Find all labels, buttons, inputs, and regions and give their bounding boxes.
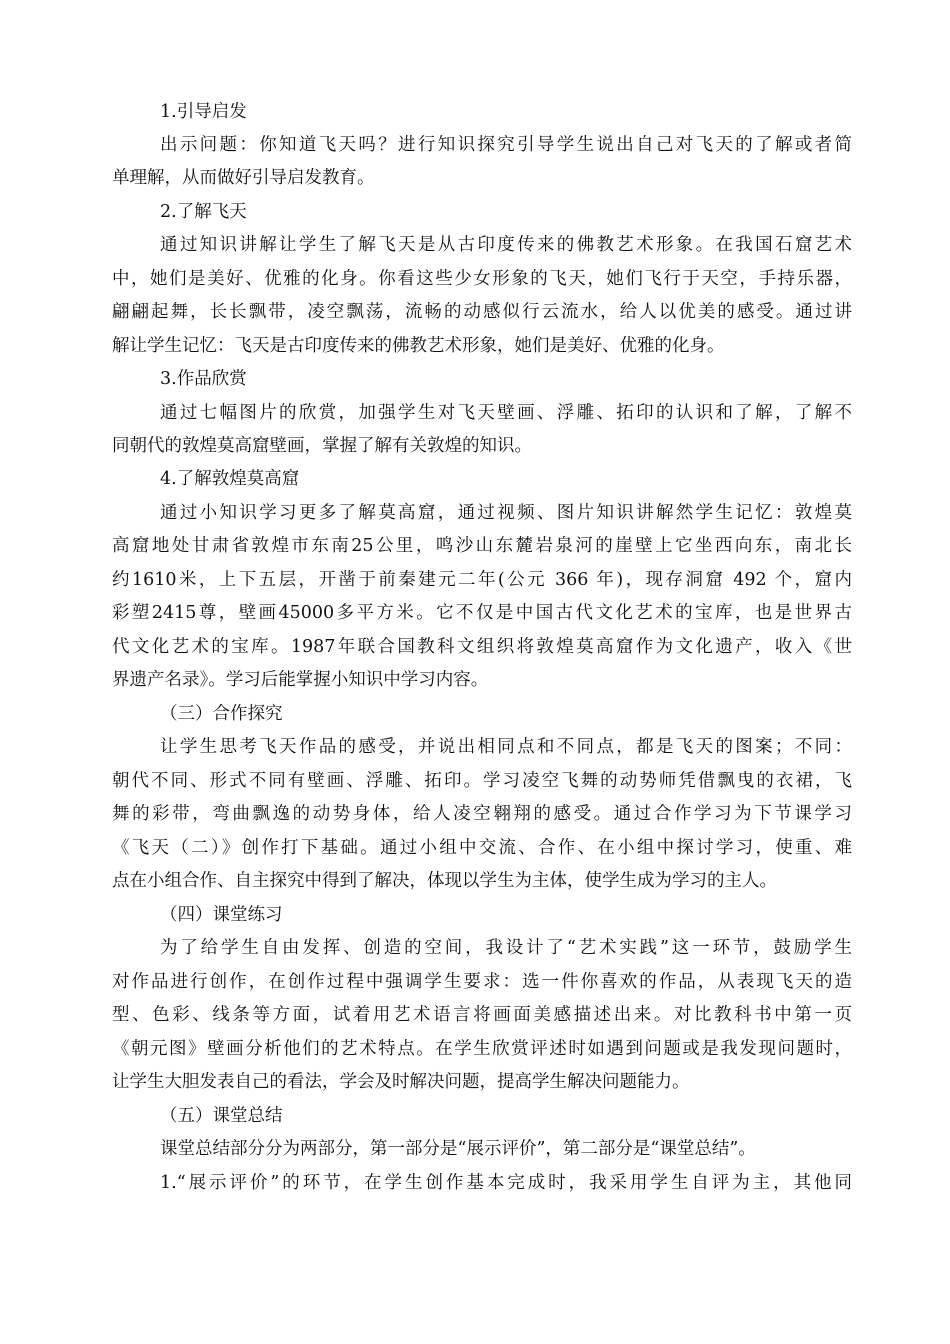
paragraph-line: 型、色彩、线条等方面，试着用艺术语言将画面美感描述出来。对比教科书中第一页 — [112, 1005, 852, 1025]
paragraph-line: 1.“展示评价”的环节，在学生创作基本完成时，我采用学生自评为主，其他同 — [160, 1173, 852, 1193]
paragraph-line: 朝代不同、形式不同有壁画、浮雕、拓印。学习凌空飞舞的动势师凭借飘曳的衣裙，飞 — [112, 771, 852, 791]
section-heading-summary: （五）课堂总结 — [160, 1106, 283, 1126]
paragraph-line: 解让学生记忆：飞天是古印度传来的佛教艺术形象，她们是美好、优雅的化身。 — [112, 336, 725, 356]
paragraph-line: 舞的彩带，弯曲飘逸的动势身体，给人凌空翱翔的感受。通过合作学习为下节课学习 — [112, 804, 852, 824]
paragraph-line: 通过七幅图片的欣赏，加强学生对飞天壁画、浮雕、拓印的认识和了解，了解不 — [160, 403, 852, 423]
paragraph-line: 出示问题：你知道飞天吗？进行知识探究引导学生说出自己对飞天的了解或者简 — [160, 135, 852, 155]
paragraph-line: 通过小知识学习更多了解莫高窟，通过视频、图片知识讲解然学生记忆：敦煌莫 — [160, 503, 852, 523]
paragraph-line: 中，她们是美好、优雅的化身。你看这些少女形象的飞天，她们飞行于天空，手持乐器， — [112, 269, 852, 289]
paragraph-line: 对作品进行创作，在创作过程中强调学生要求：选一件你喜欢的作品，从表现飞天的造 — [112, 972, 852, 992]
paragraph-line: 《朝元图》壁画分析他们的艺术特点。在学生欣赏评述时如遇到问题或是我发现问题时， — [112, 1039, 852, 1059]
section-heading-practice: （四）课堂练习 — [160, 905, 283, 925]
heading-artwork-appreciation: 3.作品欣赏 — [160, 369, 247, 389]
paragraph-line: 让学生大胆发表自己的看法，学会及时解决问题，提高学生解决问题能力。 — [112, 1072, 690, 1092]
paragraph-line: 为了给学生自由发挥、创造的空间，我设计了“艺术实践”这一环节，鼓励学生 — [160, 938, 852, 958]
paragraph-line: 约1610米，上下五层，开凿于前秦建元二年(公元 366 年)，现存洞窟 492 个，窟内 — [112, 570, 852, 590]
section-heading-cooperation: （三）合作探究 — [160, 704, 283, 724]
paragraph-line: 界遗产名录》。学习后能掌握小知识中学习内容。 — [112, 670, 489, 690]
paragraph-line: 《飞天（二）》创作打下基础。通过小组中交流、合作、在小组中探讨学习，使重、难 — [112, 838, 852, 858]
paragraph-line: 翩翩起舞，长长飘带，凌空飘荡，流畅的动感似行云流水，给人以优美的感受。通过讲 — [112, 302, 852, 322]
paragraph-line: 让学生思考飞天作品的感受，并说出相同点和不同点，都是飞天的图案；不同： — [160, 737, 852, 757]
heading-guidance: 1.引导启发 — [160, 102, 247, 122]
paragraph-line: 单理解，从而做好引导启发教育。 — [112, 168, 375, 188]
paragraph-line: 代文化艺术的宝库。1987年联合国教科文组织将敦煌莫高窟作为文化遗产，收入《世 — [112, 637, 852, 657]
paragraph-line: 课堂总结部分分为两部分，第一部分是“展示评价”，第二部分是“课堂总结”。 — [160, 1139, 756, 1159]
paragraph-line: 彩塑2415尊，壁画45000多平方米。它不仅是中国古代文化艺术的宝库，也是世界古 — [112, 603, 852, 623]
heading-understand-feitian: 2.了解飞天 — [160, 202, 247, 222]
paragraph-line: 点在小组合作、自主探究中得到了解决，体现以学生为主体，使学生成为学习的主人。 — [112, 871, 777, 891]
heading-mogao-caves: 4.了解敦煌莫高窟 — [160, 469, 300, 489]
paragraph-line: 通过知识讲解让学生了解飞天是从古印度传来的佛教艺术形象。在我国石窟艺术 — [160, 235, 852, 255]
paragraph-line: 高窟地处甘肃省敦煌市东南25公里，鸣沙山东麓岩泉河的崖壁上它坐西向东，南北长 — [112, 536, 852, 556]
paragraph-line: 同朝代的敦煌莫高窟壁画，掌握了解有关敦煌的知识。 — [112, 436, 532, 456]
